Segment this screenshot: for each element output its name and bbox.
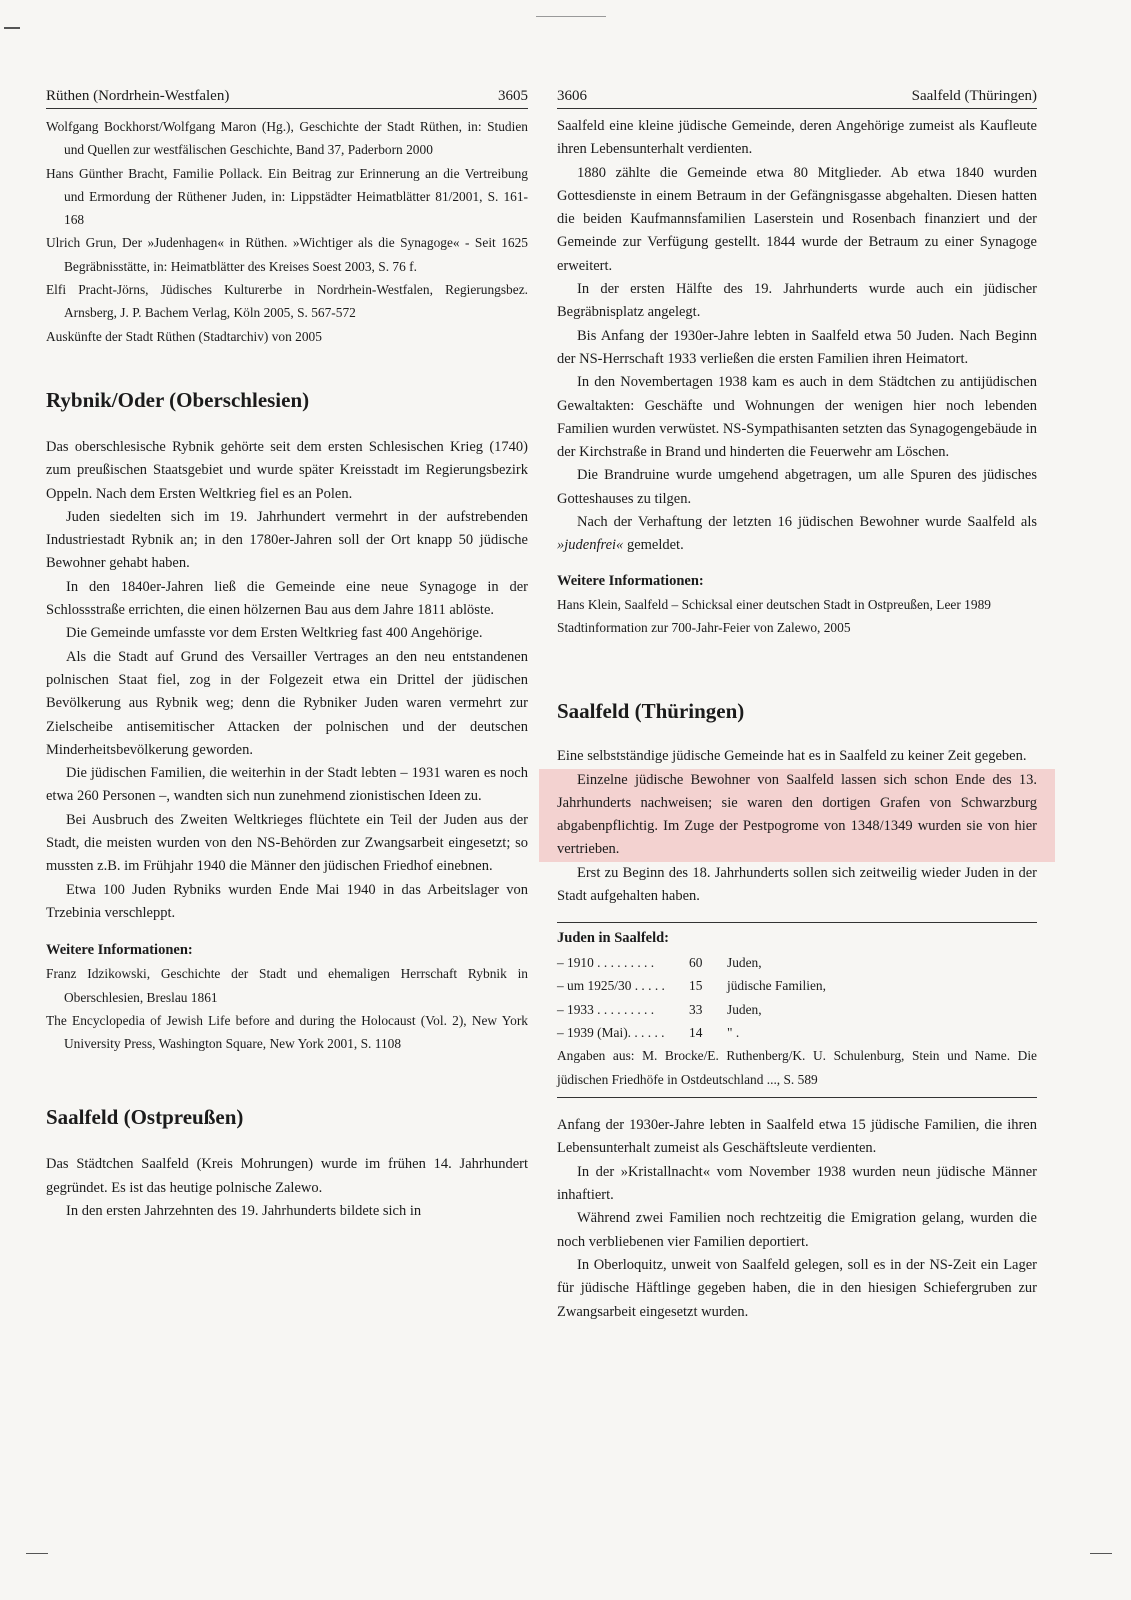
paragraph: In den ersten Jahrzehnten des 19. Jahrhunderts bildete sich in	[66, 1202, 422, 1219]
paragraph: Bei Ausbruch des Zweiten Weltkrieges flüchtete ein Teil der Juden aus der Stadt, die meisten wurden von den NS-Behörden zur Zwangsarbeit eingesetzt; so mussten z.B. im Frühjahr 1940 die Männer den jüdischen Friedhof einebnen.	[46, 811, 528, 875]
reference-item: Hans Klein, Saalfeld – Schicksal einer deutschen Stadt in Ostpreußen, Leer 1989	[557, 596, 991, 612]
page-number: 3605	[498, 88, 528, 104]
unit-cell: Juden,	[727, 1001, 762, 1017]
paragraph: Etwa 100 Juden Rybniks wurden Ende Mai 1940 in das Arbeitslager von Trzebinia verschleppt.	[46, 881, 528, 921]
text-run: Nach der Verhaftung der letzten 16 jüdischen Bewohner wurde Saalfeld als	[577, 514, 1037, 531]
scan-edge-mark	[1090, 1553, 1112, 1554]
paragraph: Erst zu Beginn des 18. Jahrhunderts sollen sich zeitweilig wieder Juden in der Stadt aufgehalten haben.	[557, 864, 1037, 905]
year-cell: – 1910 . . . . . . . . .	[557, 954, 655, 970]
info-heading: Weitere Informationen:	[557, 572, 704, 589]
running-title: Saalfeld (Thüringen)	[911, 88, 1037, 104]
reference-item: Wolfgang Bockhorst/Wolfgang Maron (Hg.), Geschichte der Stadt Rüthen, in: Studien und Quellen zur westfälischen Geschichte, Band 37, Paderborn 2000	[46, 119, 528, 158]
paragraph	[557, 511, 1037, 558]
page-header	[46, 80, 528, 109]
scan-edge-mark	[4, 27, 20, 29]
paragraph: In der ersten Hälfte des 19. Jahrhunderts wurde auch ein jüdischer Begräbnisplatz angelegt.	[557, 281, 1037, 321]
reference-item: Elfi Pracht-Jörns, Jüdisches Kulturerbe in Nordrhein-Westfalen, Regierungsbez. Arnsberg, J. P. Bachem Verlag, Köln 2005, S. 567-572	[46, 282, 528, 321]
paragraph: Die jüdischen Familien, die weiterhin in der Stadt lebten – 1931 waren es noch etwa 260 Personen –, wandten sich nun zunehmend zionistischen Ideen zu.	[46, 765, 528, 805]
divider	[557, 922, 1037, 923]
page-header	[557, 80, 1037, 109]
table-row	[557, 1021, 1037, 1044]
unit-cell: jüdische Familien,	[727, 978, 826, 994]
text-run: gemeldet.	[623, 537, 684, 554]
section-title: Saalfeld (Thüringen)	[557, 699, 745, 724]
count-cell: 33	[689, 1001, 703, 1017]
paragraph: Saalfeld eine kleine jüdische Gemeinde, deren Angehörige zumeist als Kaufleute ihren Lebensunterhalt verdienten.	[557, 118, 1037, 158]
reference-item: Ulrich Grun, Der »Judenhagen« in Rüthen. »Wichtiger als die Synagoge« - Seit 1625 Begräbnisstätte, in: Heimatblätter des Kreises Soest 2003, S. 76 f.	[46, 235, 528, 274]
paragraph: In den 1840er-Jahren ließ die Gemeinde eine neue Synagoge in der Schlossstraße errichten, die einen hölzernen Bau aus dem Jahre 1811 ablöste.	[46, 578, 528, 619]
section-title: Rybnik/Oder (Oberschlesien)	[46, 387, 310, 412]
reference-item: Franz Idzikowski, Geschichte der Stadt und ehemaligen Herrschaft Rybnik in Oberschlesien, Breslau 1861	[46, 966, 528, 1005]
reference-item: Hans Günther Bracht, Familie Pollack. Ein Beitrag zur Erinnerung an die Vertreibung und Ermordung der Rüthener Juden, in: Lippstädter Heimatblätter 81/2001, S. 161-168	[46, 165, 528, 228]
paragraph: Während zwei Familien noch rechtzeitig die Emigration gelang, wurden die noch verbliebenen vier Familien deportiert.	[557, 1210, 1037, 1250]
year-cell: – 1933 . . . . . . . . .	[557, 1001, 655, 1017]
paragraph: Bis Anfang der 1930er-Jahre lebten in Saalfeld etwa 50 Juden. Nach Beginn der NS-Herrschaft 1933 verließen die ersten Familien ihren Heimatort.	[557, 327, 1037, 367]
right-body	[557, 115, 1037, 1324]
population-table	[557, 927, 1037, 1091]
paragraph: Die Gemeinde umfasste vor dem Ersten Weltkrieg fast 400 Angehörige.	[66, 625, 483, 642]
left-body	[46, 115, 528, 1223]
table-source: Angaben aus: M. Brocke/E. Ruthenberg/K. U. Schulenburg, Stein und Name. Die jüdischen Friedhöfe in Ostdeutschland ..., S. 589	[557, 1048, 1037, 1087]
reference-item: Auskünfte der Stadt Rüthen (Stadtarchiv) von 2005	[46, 328, 322, 344]
page-number: 3606	[557, 88, 587, 104]
paragraph: Als die Stadt auf Grund des Versailler Vertrages an den neu entstandenen polnischen Staat fiel, zog in der Folgezeit etwa ein Drittel der jüdischen Bevölkerung aus Rybnik weg; denn die Rybniker Juden waren vermehrt zur Zielscheibe antisemitischer Attacken der polnischen und der deutschen Minderheitsbevölkerung geworden.	[46, 648, 528, 758]
scan-edge-mark	[536, 16, 606, 17]
scan-edge-mark	[26, 1553, 48, 1554]
divider	[557, 1097, 1037, 1098]
paragraph: Die Brandruine wurde umgehend abgetragen, um alle Spuren des jüdisches Gotteshauses zu tilgen.	[557, 467, 1037, 507]
year-cell: – 1939 (Mai). . . . . .	[557, 1024, 665, 1040]
count-cell: 14	[689, 1024, 703, 1040]
reference-item: Stadtinformation zur 700-Jahr-Feier von Zalewo, 2005	[557, 619, 851, 635]
paragraph: 1880 zählte die Gemeinde etwa 80 Mitglieder. Ab etwa 1840 wurden Gottesdienste in einem Betraum in der Gefängnisgasse abgehalten. Diesen hatten die beiden Kaufmannsfamilien Laserstein und Rosenbach finanziert und der Gemeinde zur Verfügung gestellt. 1844 wurde der Betraum zu einer Synagoge erweitert.	[557, 164, 1037, 274]
count-cell: 15	[689, 978, 703, 994]
emphasis: »judenfrei«	[557, 537, 624, 554]
paragraph: Juden siedelten sich im 19. Jahrhundert vermehrt in der aufstrebenden Industriestadt Rybnik an; in den 1780er-Jahren soll der Ort knapp 50 jüdische Bewohner gehabt haben.	[46, 508, 528, 572]
paragraph: Das oberschlesische Rybnik gehörte seit dem ersten Schlesischen Krieg (1740) zum preußischen Staatsgebiet und wurde später Kreisstadt im Regierungsbezirk Oppeln. Nach dem Ersten Weltkrieg fiel es an Polen.	[46, 438, 528, 502]
running-title: Rüthen (Nordrhein-Westfalen)	[46, 88, 230, 104]
table-row	[557, 974, 1037, 997]
unit-cell: Juden,	[727, 954, 762, 970]
paragraph: Anfang der 1930er-Jahre lebten in Saalfeld etwa 15 jüdische Familien, die ihren Lebensunterhalt zumeist als Geschäftsleute verdienten.	[557, 1117, 1037, 1157]
table-row	[557, 998, 1037, 1021]
highlighted-passage	[539, 769, 1055, 862]
paragraph: Einzelne jüdische Bewohner von Saalfeld lassen sich schon Ende des 13. Jahrhunderts nachweisen; sie waren den dortigen Grafen von Schwarzburg abgabenpflichtig. Im Zuge der Pestpogrome von 1348/1349 wurden sie von hier vertrieben.	[557, 771, 1037, 858]
paragraph: Eine selbstständige jüdische Gemeinde hat es in Saalfeld zu keiner Zeit gegeben.	[557, 748, 1027, 765]
section-title: Saalfeld (Ostpreußen)	[46, 1105, 244, 1130]
table-row	[557, 951, 1037, 974]
year-cell: – um 1925/30 . . . . .	[557, 978, 665, 994]
right-page	[557, 80, 1037, 1324]
info-heading: Weitere Informationen:	[46, 942, 193, 959]
paragraph: Das Städtchen Saalfeld (Kreis Mohrungen) wurde im frühen 14. Jahrhundert gegründet. Es ist das heutige polnische Zalewo.	[46, 1156, 528, 1196]
unit-cell: " .	[727, 1024, 740, 1040]
reference-item: The Encyclopedia of Jewish Life before and during the Holocaust (Vol. 2), New York University Press, Washington Square, New York 2001, S. 1108	[46, 1012, 528, 1052]
paragraph: In Oberloquitz, unweit von Saalfeld gelegen, soll es in der NS-Zeit ein Lager für jüdische Häftlinge gegeben haben, die in den hiesigen Schiefergruben zur Zwangsarbeit eingesetzt wurden.	[557, 1256, 1037, 1320]
paragraph: In der »Kristallnacht« vom November 1938 wurden neun jüdische Männer inhaftiert.	[557, 1163, 1037, 1204]
left-page	[46, 80, 528, 1223]
count-cell: 60	[689, 954, 703, 970]
table-title: Juden in Saalfeld:	[557, 930, 669, 947]
paragraph: In den Novembertagen 1938 kam es auch in dem Städtchen zu antijüdischen Gewaltakten: Geschäfte und Wohnungen der wenigen hier noch lebenden Familien wurden verwüstet. NS-Sympathisanten setzten das Synagogengebäude in der Kirchstraße in Brand und hinderten die Feuerwehr am Löschen.	[557, 374, 1038, 461]
